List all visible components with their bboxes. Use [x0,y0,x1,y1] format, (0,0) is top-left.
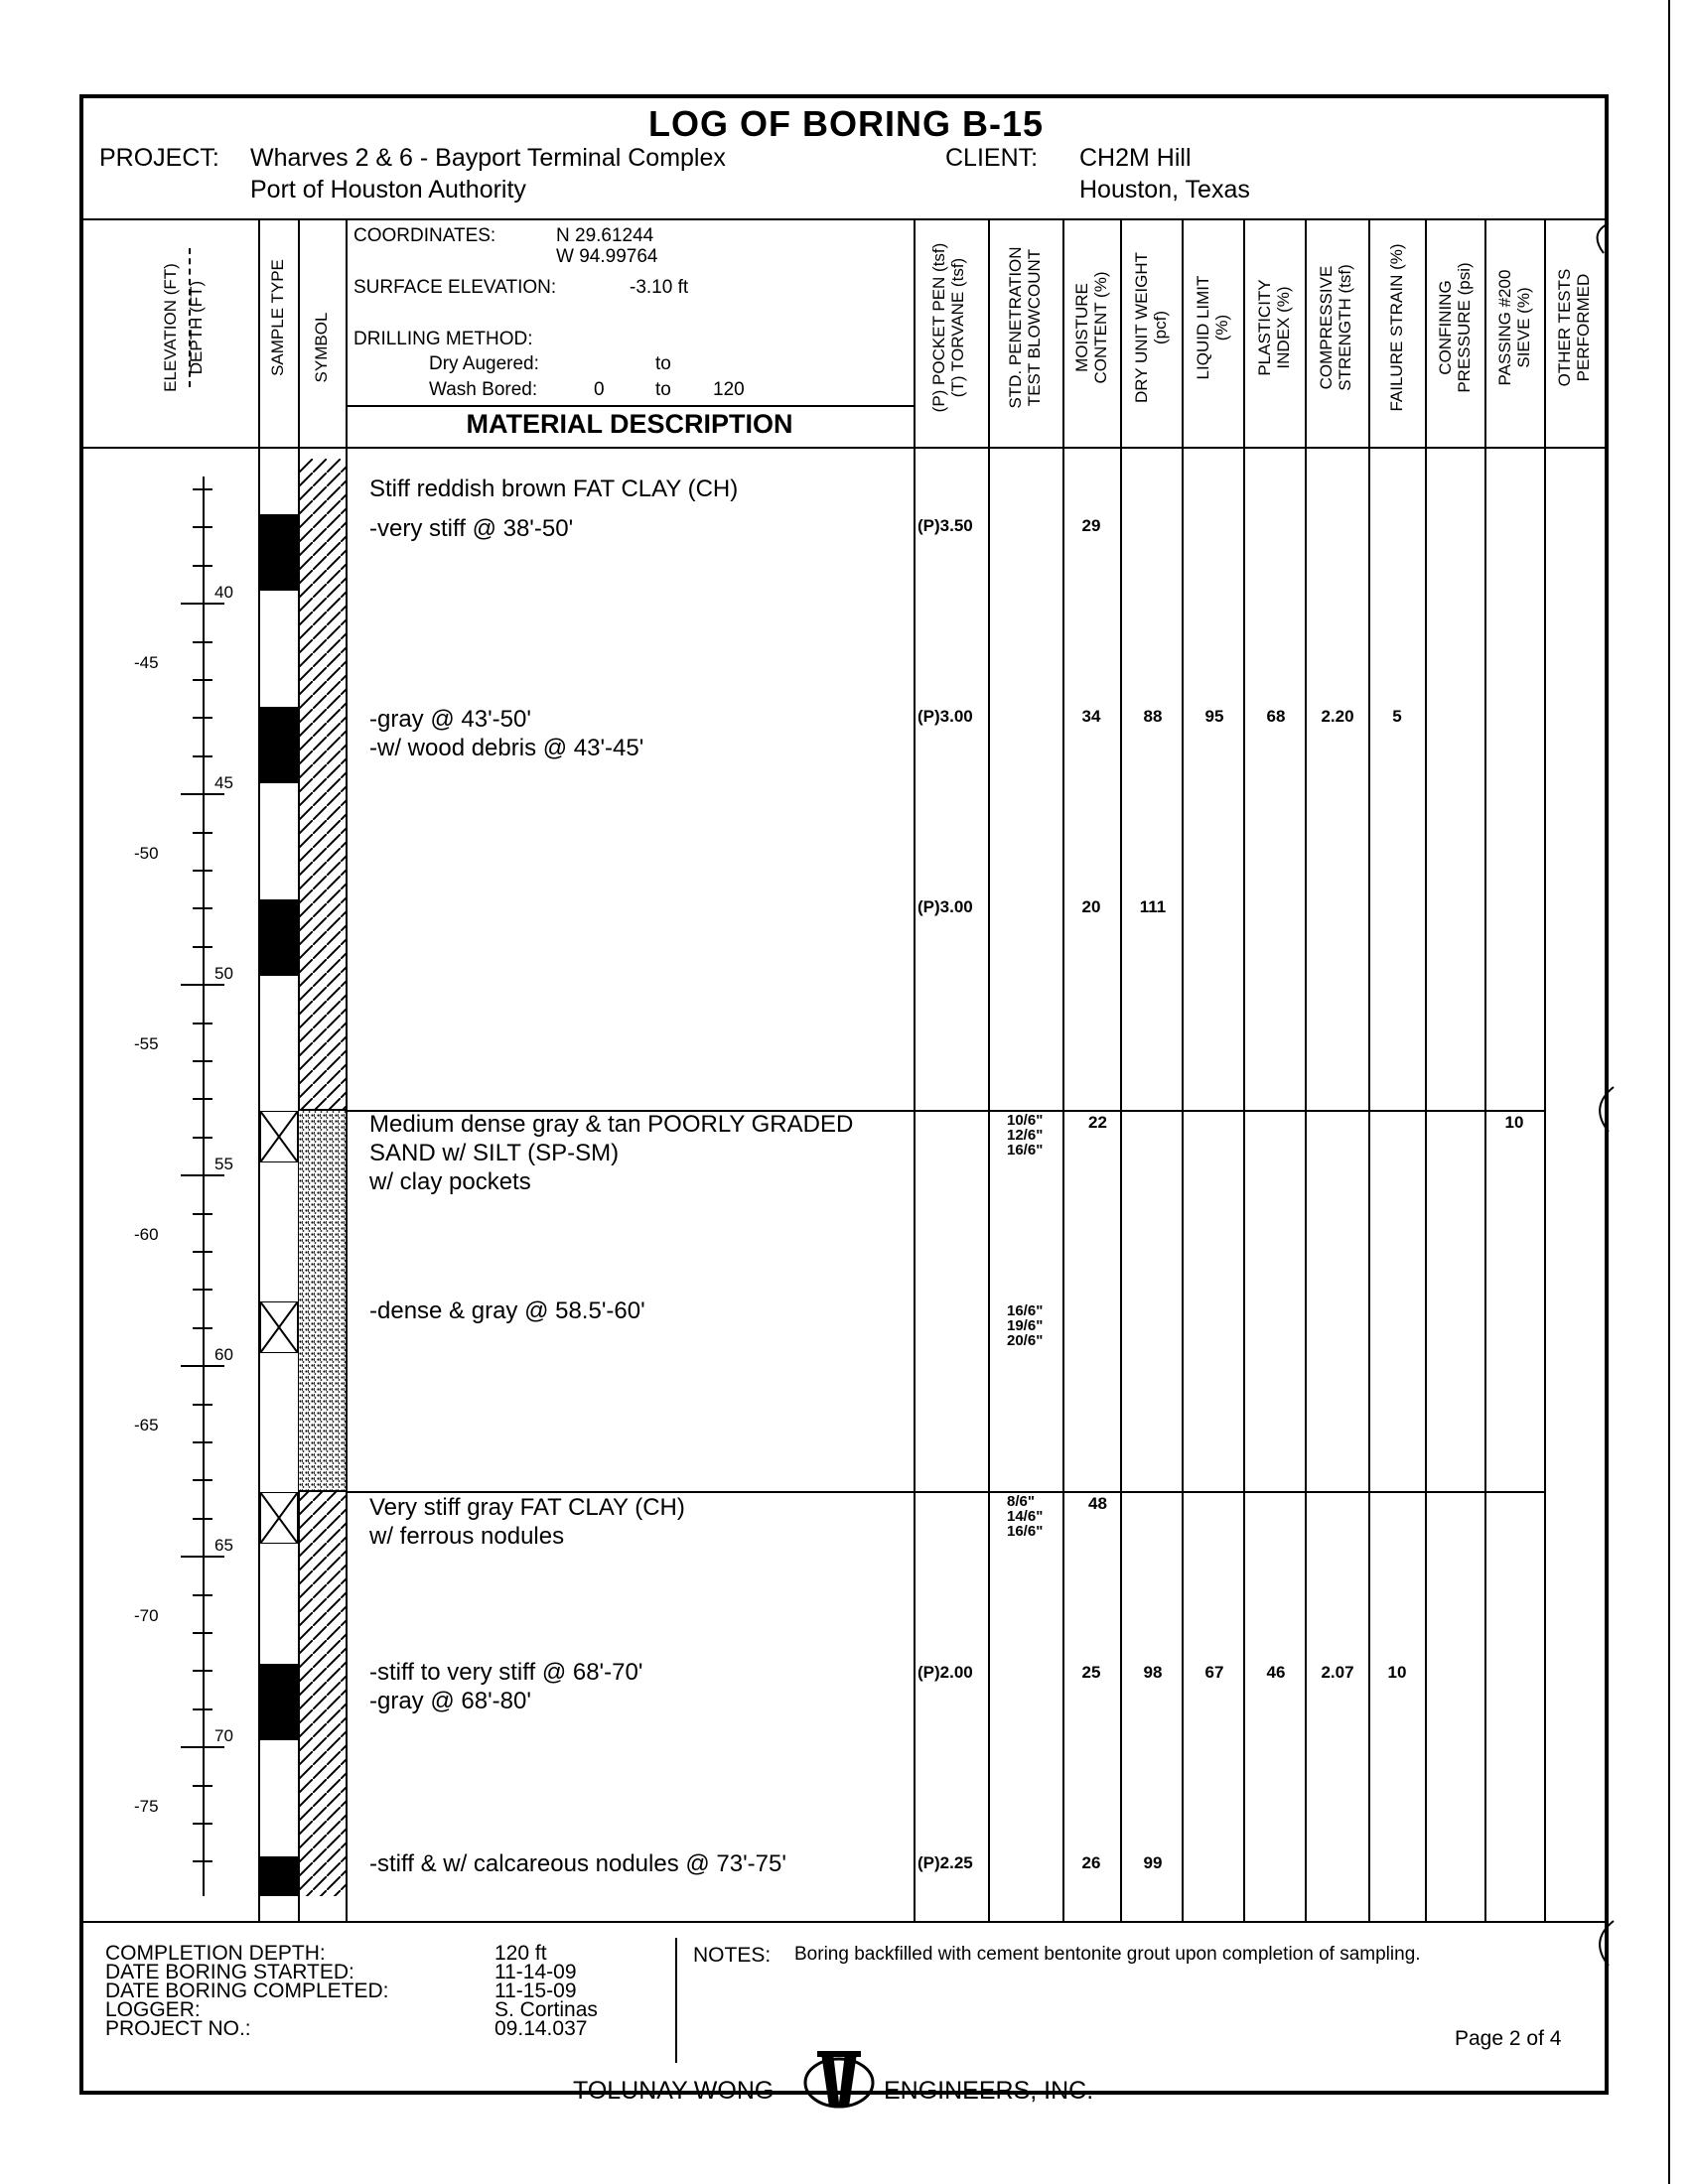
client-location: Houston, Texas [1079,176,1250,204]
page-title: LOG OF BORING B-15 [647,103,1045,144]
confining-pressure-header: CONFINING PRESSURE (psi) [1436,262,1474,393]
depth-header: DEPTH (FT) [187,280,206,375]
depth-label-65: 65 [214,1536,233,1555]
project-name: Wharves 2 & 6 - Bayport Terminal Complex [250,144,726,172]
depth-tick [181,603,224,605]
depth-tick [193,1327,212,1329]
date-completed-value: 11-15-09 [494,1979,577,2002]
description-line: w/ clay pockets [369,1168,531,1195]
elevation-label-50: -50 [134,844,159,863]
notes-text: Boring backfilled with cement bentonite grout upon completion of sampling. [794,1944,1421,1965]
sample-type-header: SAMPLE TYPE [268,259,287,376]
depth-tick [181,1174,224,1176]
depth-tick [193,1518,212,1520]
spt-blowcount: 10/6" 12/6" 16/6" [1007,1112,1044,1159]
depth-tick [193,870,212,872]
col-line-7 [1120,218,1122,1921]
elevation-label-60: -60 [134,1225,159,1244]
depth-tick [193,1479,212,1481]
failure-strain-value: 10 [1387,1663,1407,1682]
depth-tick [193,1785,212,1787]
company-name-right: ENGINEERS, INC. [884,2077,1094,2105]
depth-label-40: 40 [214,583,233,602]
date-started-label: DATE BORING STARTED: [105,1961,354,1983]
compressive-strength-header: COMPRESSIVE STRENGTH (tsf) [1317,264,1354,391]
project-no-value: 09.14.037 [494,2017,588,2040]
material-desc-rule [346,405,914,407]
depth-tick [193,641,212,643]
elevation-header: ELEVATION (FT) [161,263,180,392]
passing-200-header: PASSING #200 SIEVE (%) [1495,269,1533,386]
depth-tick [193,832,212,834]
depth-tick [193,755,212,757]
soil-symbol-column [299,459,346,1896]
elevation-label-65: -65 [134,1416,159,1434]
company-logo-icon [799,2045,879,2113]
client-label: CLIENT: [945,144,1039,172]
liquid-limit-value: 67 [1204,1663,1224,1682]
page-number: Page 2 of 4 [1455,2027,1562,2050]
col-line-6 [1062,218,1064,1921]
elevation-label-70: -70 [134,1606,159,1625]
moisture-value: 34 [1081,707,1101,726]
depth-tick [181,1365,224,1367]
dry-unit-weight-value: 99 [1143,1853,1163,1872]
footer-divider [79,1921,1609,1923]
col-line-13 [1484,218,1486,1921]
col-line-10 [1305,218,1307,1921]
pocket-pen-value: (P)2.00 [917,1663,973,1682]
surface-elevation-label: SURFACE ELEVATION: [353,277,557,298]
depth-tick [193,1632,212,1634]
failure-strain-value: 5 [1392,707,1402,726]
date-started-value: 11-14-09 [494,1961,577,1983]
depth-label-70: 70 [214,1726,233,1745]
date-completed-label: DATE BORING COMPLETED: [105,1979,389,2002]
sample-spt [260,1301,298,1353]
wash-bored-label: Wash Bored: [429,379,538,400]
depth-axis [203,477,205,1896]
depth-tick [193,1860,212,1862]
depth-tick [193,1251,212,1253]
wash-bored-to-word: to [655,379,671,400]
pocket-pen-value: (P)3.00 [917,897,973,916]
depth-tick [181,984,224,986]
pocket-pen-value: (P)3.00 [917,707,973,726]
moisture-value: 26 [1081,1853,1101,1872]
depth-tick [193,1098,212,1100]
header-divider [79,218,1609,220]
col-line-14 [1544,218,1546,1921]
depth-tick [193,946,212,948]
dry-augered-to: to [655,353,671,374]
pocket-pen-header: (P) POCKET PEN (tsf) (T) TORVANE (tsf) [929,242,967,413]
col-line-3 [346,218,348,1921]
depth-tick [193,526,212,528]
coordinates-label: COORDINATES: [353,225,496,246]
moisture-value: 48 [1088,1494,1107,1513]
col-line-12 [1425,218,1427,1921]
description-line: -gray @ 43'-50' [369,706,531,733]
description-line: Very stiff gray FAT CLAY (CH) [369,1494,685,1521]
logger-value: S. Cortinas [494,1998,598,2021]
plasticity-index-header: PLASTICITY INDEX (%) [1255,279,1293,376]
col-line-8 [1182,218,1184,1921]
surface-elevation-value: -3.10 ft [630,277,689,298]
depth-tick [193,1441,212,1443]
description-line: Medium dense gray & tan POORLY GRADED [369,1111,854,1138]
depth-tick [193,1670,212,1672]
dry-unit-weight-value: 88 [1143,707,1163,726]
compressive-strength-value: 2.20 [1321,707,1354,726]
dry-unit-weight-header: DRY UNIT WEIGHT (pcf) [1132,251,1170,404]
binder-marks [1559,218,1619,2005]
depth-tick [181,1746,224,1748]
fat-clay-symbol [299,459,346,1110]
passing-200-value: 10 [1504,1113,1524,1132]
wash-bored-from: 0 [594,379,605,400]
plasticity-index-value: 68 [1266,707,1286,726]
depth-label-50: 50 [214,964,233,983]
material-description-heading: MATERIAL DESCRIPTION [466,409,793,439]
dry-unit-weight-value: 111 [1139,897,1167,916]
depth-tick [193,717,212,719]
compressive-strength-value: 2.07 [1321,1663,1354,1682]
depth-tick [193,1289,212,1291]
logger-label: LOGGER: [105,1998,201,2021]
depth-tick [193,1404,212,1406]
spt-header: STD. PENETRATION TEST BLOWCOUNT [1006,246,1044,409]
page-edge [1668,0,1670,2184]
project-label: PROJECT: [99,144,219,172]
sample-undisturbed [260,514,298,591]
depth-label-60: 60 [214,1345,233,1364]
description-line: -very stiff @ 38'-50' [369,515,574,542]
depth-tick [193,1708,212,1710]
liquid-limit-header: LIQUID LIMIT (%) [1194,275,1231,380]
liquid-limit-value: 95 [1204,707,1224,726]
elevation-label-45: -45 [134,653,159,672]
plasticity-index-value: 46 [1266,1663,1286,1682]
project-no-label: PROJECT NO.: [105,2017,251,2040]
client-name: CH2M Hill [1079,144,1192,172]
elevation-label-75: -75 [134,1797,159,1816]
description-line: w/ ferrous nodules [369,1523,565,1550]
pocket-pen-value: (P)2.25 [917,1853,973,1872]
col-line-11 [1368,218,1370,1921]
depth-tick [193,679,212,681]
drilling-method-label: DRILLING METHOD: [353,329,533,349]
sample-undisturbed [260,1856,298,1896]
project-owner: Port of Houston Authority [250,176,526,204]
sample-spt [260,1492,298,1544]
description-line: -gray @ 68'-80' [369,1688,531,1714]
coordinate-north: N 29.61244 [556,225,654,246]
other-tests-header: OTHER TESTS PERFORMED [1555,268,1593,387]
moisture-header: MOISTURE CONTENT (%) [1072,271,1110,384]
description-line: -stiff to very stiff @ 68'-70' [369,1659,643,1686]
depth-tick [193,1213,212,1215]
coordinate-west: W 94.99764 [556,246,658,267]
description-line: SAND w/ SILT (SP-SM) [369,1140,620,1166]
completion-depth-label: COMPLETION DEPTH: [105,1942,326,1965]
description-line: Stiff reddish brown FAT CLAY (CH) [369,476,739,502]
col-line-9 [1243,218,1245,1921]
header-dashes [189,248,194,387]
symbol-header: SYMBOL [312,312,331,383]
company-name-left: TOLUNAY-WONG [573,2077,775,2105]
footer-separator [675,1938,677,2063]
dry-unit-weight-value: 98 [1143,1663,1163,1682]
depth-tick [181,1556,224,1558]
moisture-value: 25 [1081,1663,1101,1682]
sand-silt-symbol [299,1110,346,1491]
completion-info-values [494,1944,598,2038]
depth-tick [193,1023,212,1024]
pocket-pen-value: (P)3.50 [917,516,973,535]
depth-tick [193,1823,212,1825]
notes-label: NOTES: [693,1944,772,1967]
depth-tick [193,1137,212,1139]
column-header-divider [79,447,1609,449]
completion-depth-value: 120 ft [494,1942,547,1965]
completion-info-labels [105,1944,388,2038]
sample-spt [260,1111,298,1162]
description-line: -dense & gray @ 58.5'-60' [369,1297,645,1324]
sample-undisturbed [260,707,298,783]
spt-blowcount: 16/6" 19/6" 20/6" [1007,1302,1044,1349]
depth-tick [193,488,212,490]
elevation-label-55: -55 [134,1034,159,1053]
description-line: -stiff & w/ calcareous nodules @ 73'-75' [369,1850,786,1877]
failure-strain-header: FAILURE STRAIN (%) [1387,243,1406,412]
company-rule-right [1156,2093,1605,2095]
depth-tick [193,1594,212,1596]
depth-label-45: 45 [214,773,233,792]
moisture-value: 20 [1081,897,1101,916]
moisture-value: 22 [1088,1113,1107,1132]
depth-tick [193,1060,212,1062]
company-rule-left [83,2093,550,2095]
col-line-4 [914,218,916,1921]
depth-tick [193,907,212,909]
wash-bored-to: 120 [713,379,745,400]
moisture-value: 29 [1081,516,1101,535]
depth-tick [193,565,212,567]
depth-label-55: 55 [214,1155,233,1173]
sample-undisturbed [260,899,298,976]
dry-augered-label: Dry Augered: [429,353,539,374]
col-line-5 [988,218,990,1921]
fat-clay-symbol [299,1491,346,1896]
spt-blowcount: 8/6" 14/6" 16/6" [1007,1493,1044,1540]
depth-tick [181,793,224,795]
description-line: -w/ wood debris @ 43'-45' [369,735,644,761]
sample-undisturbed [260,1664,298,1740]
